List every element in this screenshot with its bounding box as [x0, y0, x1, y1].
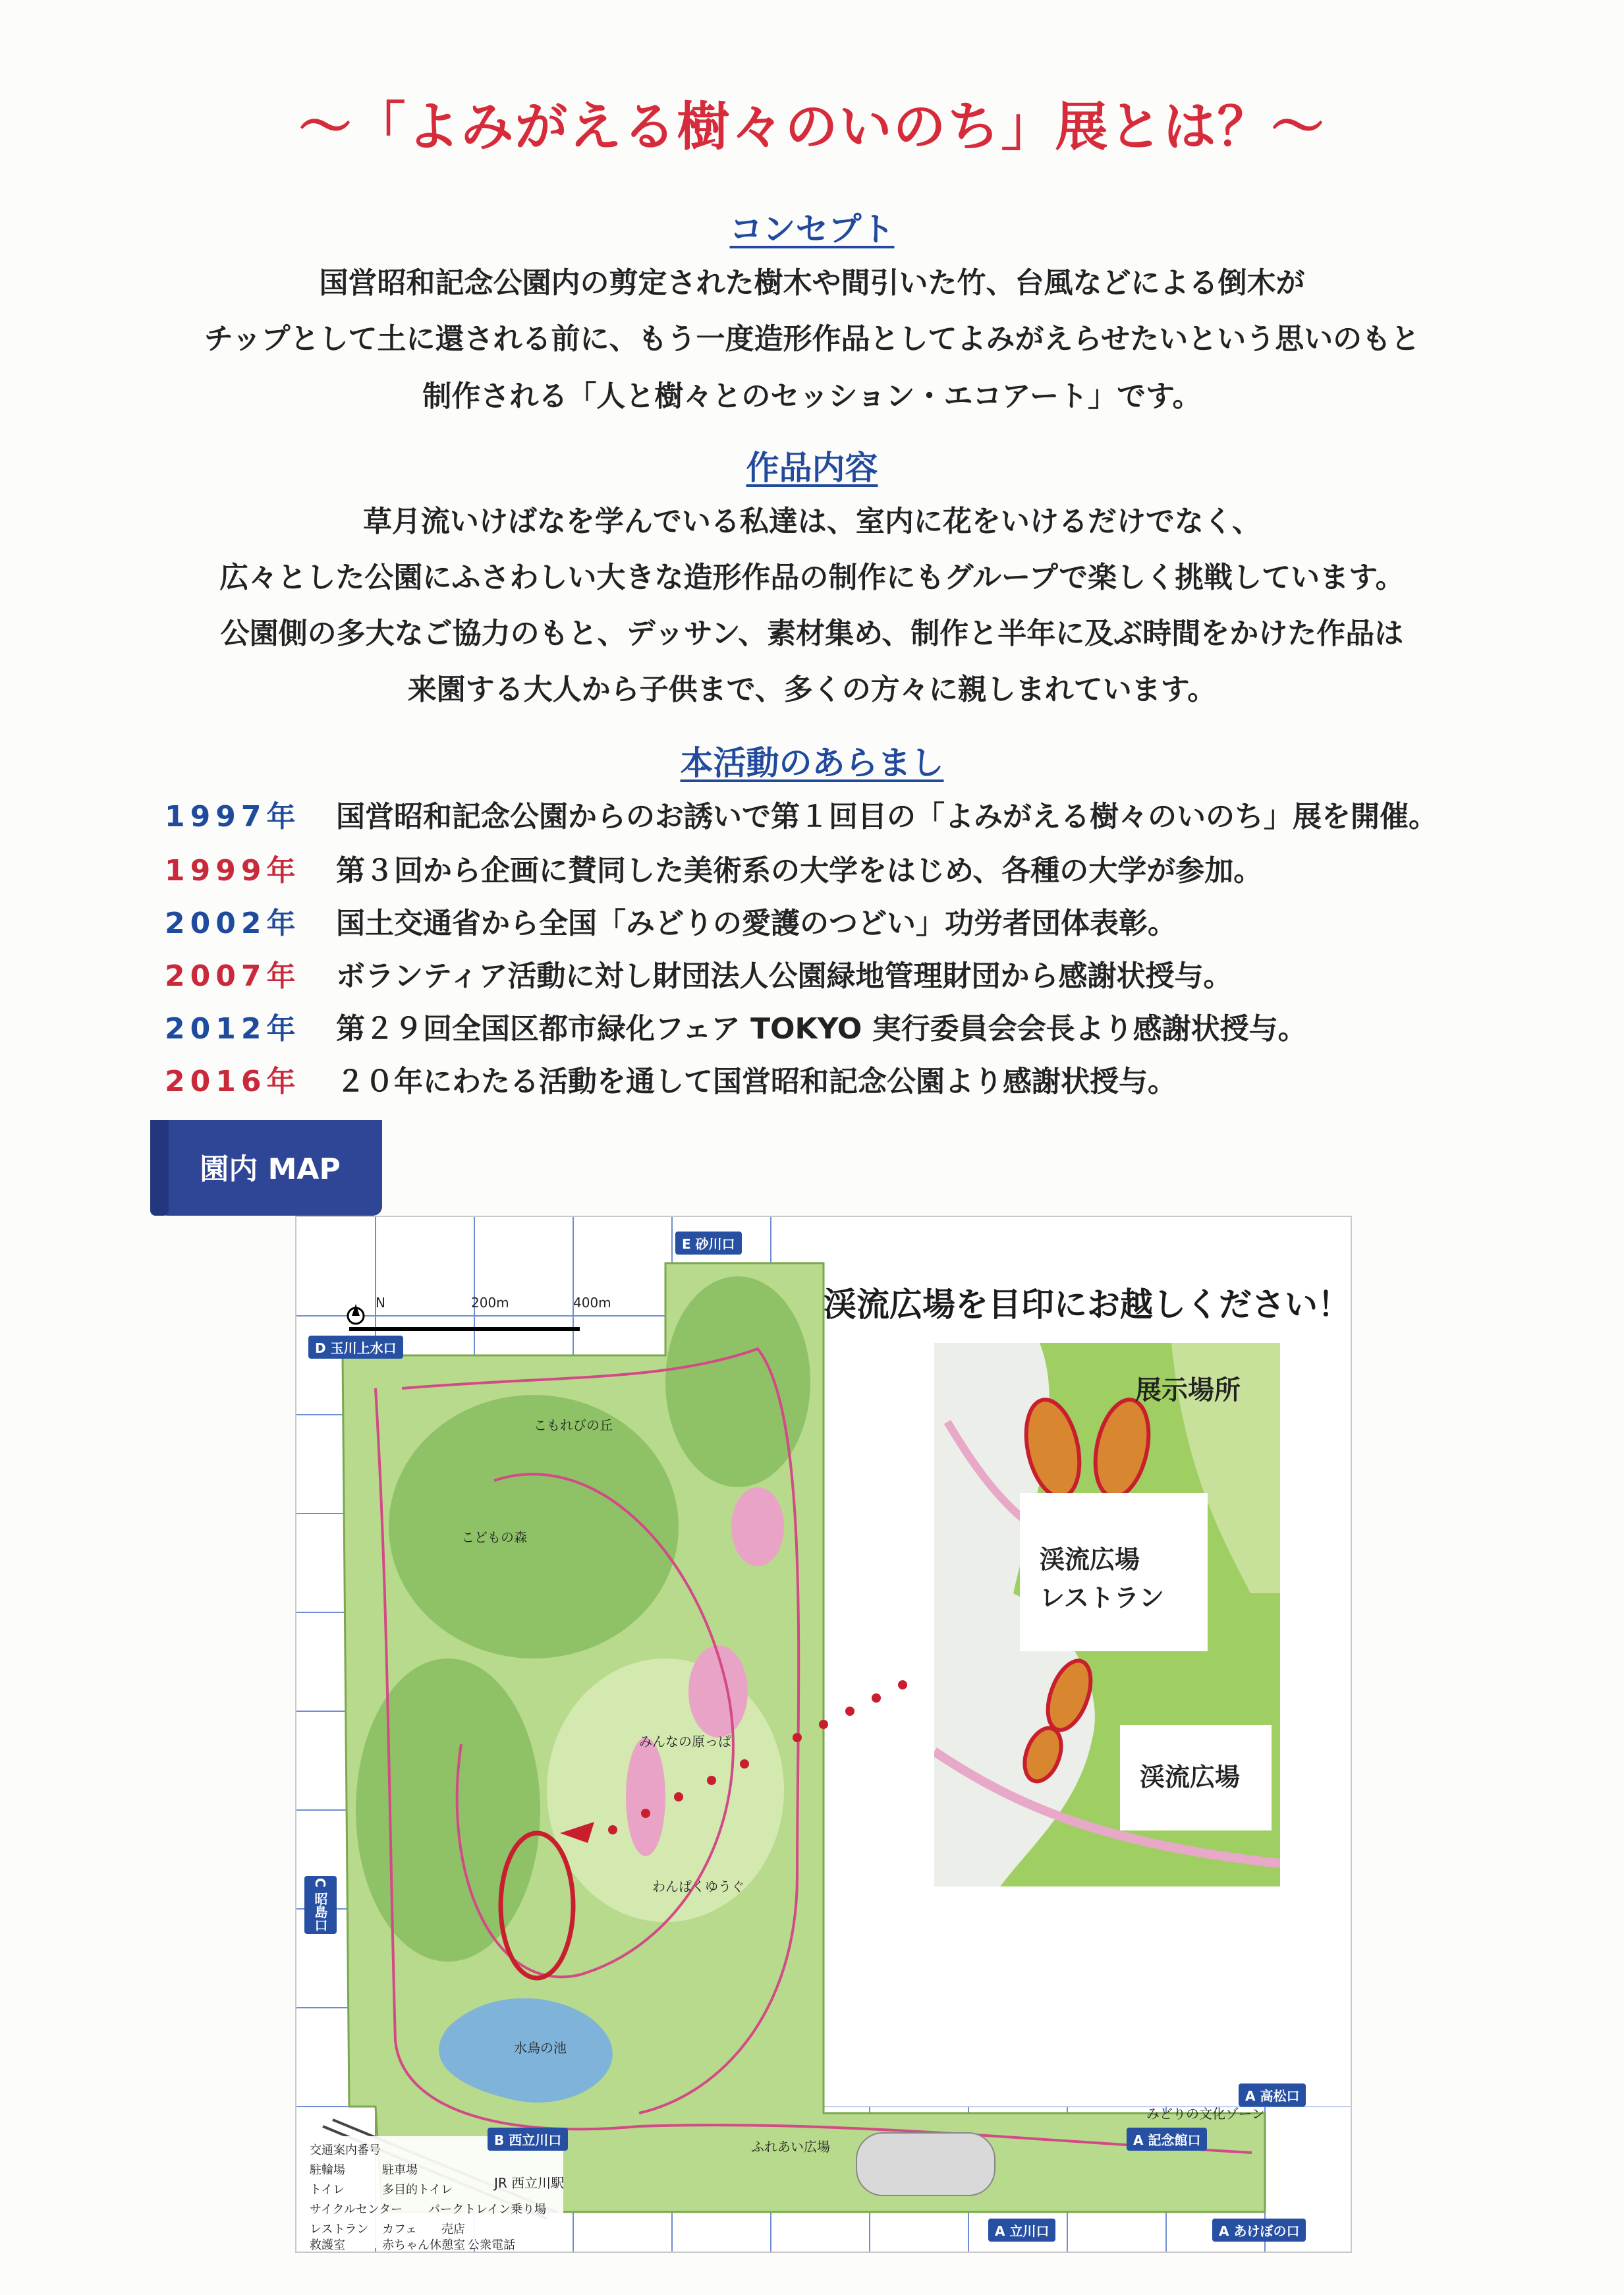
- place-wanpaku: わんぱくゆうぐ: [652, 1879, 744, 1894]
- legend-item: 駐輪場: [310, 2163, 345, 2177]
- history-year-2016: 2016年: [165, 1065, 301, 1098]
- legend-item: 売店: [441, 2223, 465, 2236]
- gate-c[interactable]: C 昭島口: [304, 1876, 337, 1934]
- legend-item: 公衆電話: [468, 2238, 515, 2252]
- works-line-2: 広々とした公園にふさわしい大きな造形作品の制作にもグループで楽しく挑戦しています。: [219, 561, 1405, 594]
- scale-200m: 200m: [471, 1295, 509, 1311]
- legend-item: カフェ: [382, 2223, 418, 2236]
- history-text-2016: ２０年にわたる活動を通して国営昭和記念公園より感謝状授与。: [336, 1065, 1177, 1098]
- map-tab: [158, 1120, 382, 1216]
- west-forest: [356, 1658, 540, 1962]
- legend-item: 救護室: [310, 2238, 345, 2252]
- gate-a-akebono[interactable]: A あけぼの口: [1212, 2219, 1306, 2242]
- history-text-2012: 第２９回全国区都市緑化フェア TOKYO 実行委員会会長より感謝状授与。: [336, 1012, 1307, 1046]
- scale-north: N: [376, 1295, 385, 1311]
- place-jr: JR 西立川駅: [494, 2175, 565, 2191]
- forest-area: [389, 1395, 679, 1658]
- history-text-2002: 国土交通省から全国「みどりの愛護のつどい」功労者団体表彰。: [336, 907, 1177, 940]
- legend-item: 駐車場: [382, 2163, 418, 2177]
- inset-plaza-label: 渓流広場: [1140, 1763, 1241, 1792]
- history-heading: 本活動のあらまし: [680, 744, 944, 782]
- gate-e[interactable]: E 砂川口: [675, 1232, 742, 1255]
- page-title: ～「よみがえる樹々のいのち」展とは？～: [298, 96, 1326, 157]
- inset-restaurant-line-1: 渓流広場: [1040, 1545, 1140, 1574]
- map-callout: 渓流広場を目印にお越しください！: [824, 1286, 1351, 1324]
- works-line-4: 来園する大人から子供まで、多くの方々に親しまれています。: [407, 673, 1217, 706]
- legend-item: 交通案内番号: [310, 2143, 381, 2157]
- concept-line-2: チップとして土に還される前に、もう一度造形作品としてよみがえらせたいという思いのもと: [204, 322, 1420, 356]
- works-line-1: 草月流いけばなを学んでいる私達は、室内に花をいけるだけでなく、: [362, 505, 1262, 538]
- gate-a-kinenkan[interactable]: A 記念館口: [1127, 2128, 1207, 2151]
- history-text-1997: 国営昭和記念公園からのお誘いで第１回目の「よみがえる樹々のいのち」展を開催。: [336, 800, 1438, 834]
- concept-line-3: 制作される「人と樹々とのセッション・エコアート」です。: [422, 380, 1202, 413]
- legend-item: トイレ: [310, 2183, 345, 2197]
- gate-a-tachikawa[interactable]: A 立川口: [988, 2219, 1055, 2242]
- legend-item: レストラン: [310, 2223, 369, 2236]
- history-year-1999: 1999年: [165, 854, 301, 888]
- place-fureai: ふれあい広場: [751, 2139, 830, 2155]
- parking-lot: [856, 2133, 995, 2196]
- history-text-2007: ボランティア活動に対し財団法人公園緑地管理財団から感謝状授与。: [336, 959, 1233, 993]
- inset-restaurant: [1020, 1493, 1208, 1651]
- history-year-1997: 1997年: [165, 800, 301, 834]
- place-kodomo: こどもの森: [461, 1529, 527, 1545]
- works-line-3: 公園側の多大なご協力のもと、デッサン、素材集め、制作と半年に及ぶ時間をかけた作品は: [220, 617, 1404, 650]
- place-suichoju: 水鳥の池: [514, 2040, 567, 2056]
- history-text-1999: 第３回から企画に賛同した美術系の大学をはじめ、各種の大学が参加。: [336, 854, 1263, 888]
- concept-line-1: 国営昭和記念公園内の剪定された樹木や間引いた竹、台風などによる倒木が: [319, 266, 1305, 300]
- concept-heading: コンセプト: [729, 210, 895, 248]
- history-year-2012: 2012年: [165, 1012, 301, 1046]
- inset-restaurant-line-2: レストラン: [1040, 1583, 1164, 1612]
- legend-item: 多目的トイレ: [382, 2183, 453, 2197]
- works-heading: 作品内容: [746, 449, 878, 487]
- exhibit-inset-map: [934, 1343, 1280, 1886]
- place-minna: みんなの原っぱ: [639, 1734, 731, 1749]
- gate-d[interactable]: D 玉川上水口: [308, 1336, 403, 1359]
- exhibit-marker: [1087, 1395, 1157, 1502]
- flower-field: [731, 1487, 784, 1566]
- inset-plaza: [1120, 1725, 1272, 1830]
- gate-a-takamatsu[interactable]: A 高松口: [1239, 2083, 1306, 2107]
- history-year-2002: 2002年: [165, 907, 301, 940]
- legend-item: パークトレイン乗り場: [428, 2203, 547, 2217]
- scale-400m: 400m: [573, 1295, 611, 1311]
- legend-item: 赤ちゃん休憩室: [382, 2238, 465, 2252]
- place-komorebi: こもれびの丘: [534, 1417, 613, 1433]
- flower-field: [626, 1738, 665, 1856]
- history-year-2007: 2007年: [165, 959, 301, 993]
- map-tab-label: 園内 MAP: [200, 1152, 341, 1186]
- place-midori: みどりの文化ゾーン: [1146, 2106, 1265, 2122]
- legend-item: サイクルセンター: [310, 2203, 403, 2217]
- inset-title: 展示場所: [1135, 1375, 1241, 1405]
- gate-b[interactable]: B 西立川口: [488, 2128, 568, 2151]
